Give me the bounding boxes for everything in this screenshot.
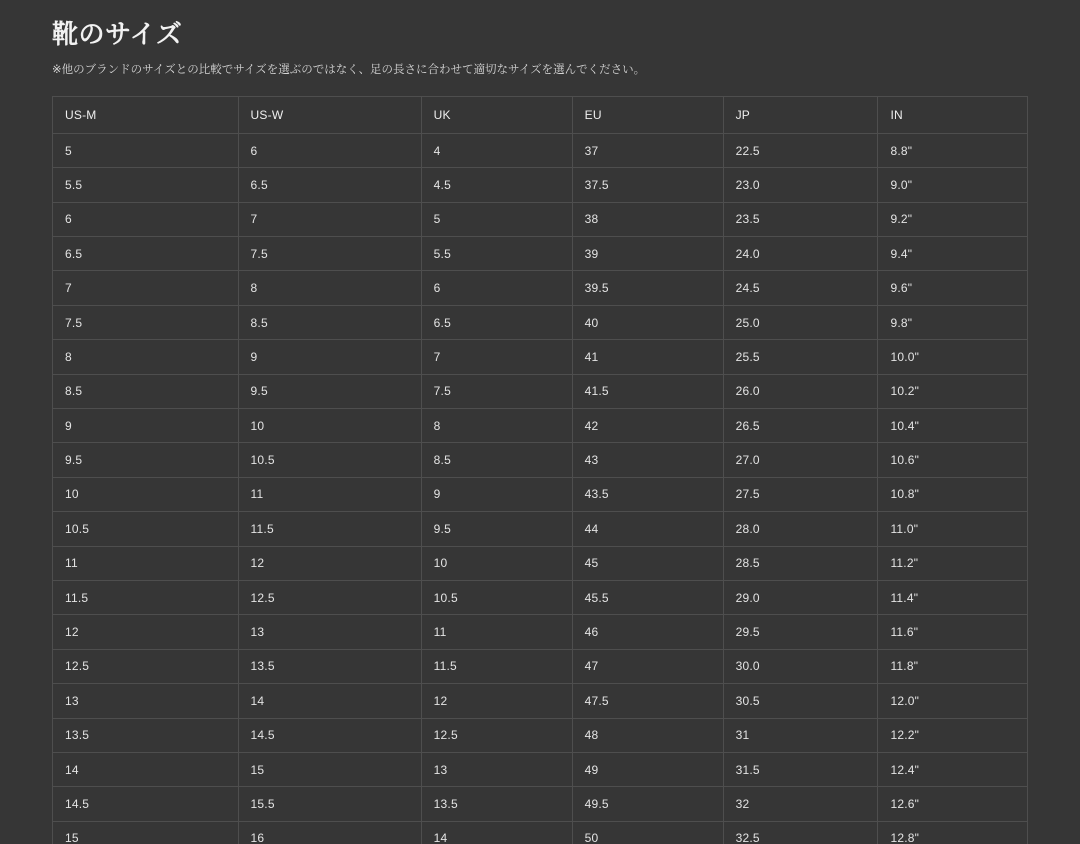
- table-row: [53, 168, 1027, 202]
- table-cell: 40: [572, 305, 723, 339]
- table-cell: 11.5: [53, 580, 238, 614]
- table-cell: 29.0: [723, 580, 878, 614]
- table-cell: 30.5: [723, 684, 878, 718]
- table-cell: 12: [238, 546, 421, 580]
- table-cell: 7: [238, 202, 421, 236]
- table-cell: 9.8": [878, 305, 1027, 339]
- table-cell: 15: [53, 821, 238, 844]
- table-cell: 38: [572, 202, 723, 236]
- table-cell: 9.5: [53, 443, 238, 477]
- table-cell: 11: [53, 546, 238, 580]
- table-cell: 37.5: [572, 168, 723, 202]
- table-cell: 43.5: [572, 477, 723, 511]
- column-header: IN: [878, 97, 1027, 134]
- table-row: [53, 271, 1027, 305]
- table-row: [53, 409, 1027, 443]
- table-cell: 5: [421, 202, 572, 236]
- table-cell: 11.5: [421, 649, 572, 683]
- table-cell: 9: [421, 477, 572, 511]
- table-row: [53, 684, 1027, 718]
- table-cell: 46: [572, 615, 723, 649]
- table-row: [53, 237, 1027, 271]
- table-cell: 5.5: [421, 237, 572, 271]
- table-cell: 11.8": [878, 649, 1027, 683]
- table-cell: 32: [723, 787, 878, 821]
- table-cell: 37: [572, 133, 723, 167]
- table-cell: 26.5: [723, 409, 878, 443]
- table-cell: 11.0": [878, 512, 1027, 546]
- table-cell: 28.5: [723, 546, 878, 580]
- table-cell: 11: [238, 477, 421, 511]
- size-table-container: [52, 96, 1028, 844]
- column-header: UK: [421, 97, 572, 134]
- table-cell: 8: [53, 340, 238, 374]
- table-header: [53, 97, 1027, 134]
- table-cell: 8.5: [53, 374, 238, 408]
- table-cell: 28.0: [723, 512, 878, 546]
- table-cell: 12.4": [878, 752, 1027, 786]
- table-cell: 27.5: [723, 477, 878, 511]
- table-row: [53, 202, 1027, 236]
- table-row: [53, 374, 1027, 408]
- table-cell: 12.6": [878, 787, 1027, 821]
- column-header: US-M: [53, 97, 238, 134]
- table-cell: 42: [572, 409, 723, 443]
- table-cell: 45: [572, 546, 723, 580]
- table-row: [53, 133, 1027, 167]
- table-cell: 5.5: [53, 168, 238, 202]
- table-cell: 6: [421, 271, 572, 305]
- table-cell: 8.5: [421, 443, 572, 477]
- table-cell: 11: [421, 615, 572, 649]
- page-note: ※他のブランドのサイズとの比較でサイズを選ぶのではなく、足の長さに合わせて適切なサイズを選んでください。: [52, 63, 646, 76]
- table-cell: 9: [53, 409, 238, 443]
- table-row: [53, 546, 1027, 580]
- table-cell: 9.5: [238, 374, 421, 408]
- table-row: [53, 305, 1027, 339]
- table-cell: 32.5: [723, 821, 878, 844]
- table-cell: 8: [421, 409, 572, 443]
- table-cell: 14: [421, 821, 572, 844]
- table-cell: 10.6": [878, 443, 1027, 477]
- table-row: [53, 477, 1027, 511]
- table-cell: 24.0: [723, 237, 878, 271]
- table-cell: 9: [238, 340, 421, 374]
- table-cell: 13.5: [238, 649, 421, 683]
- table-cell: 10: [238, 409, 421, 443]
- table-cell: 8: [238, 271, 421, 305]
- table-cell: 41.5: [572, 374, 723, 408]
- table-cell: 7.5: [238, 237, 421, 271]
- table-cell: 10: [421, 546, 572, 580]
- table-cell: 10.4": [878, 409, 1027, 443]
- table-row: [53, 821, 1027, 844]
- table-cell: 11.4": [878, 580, 1027, 614]
- table-cell: 39.5: [572, 271, 723, 305]
- table-cell: 9.6": [878, 271, 1027, 305]
- table-cell: 13: [421, 752, 572, 786]
- table-cell: 7.5: [421, 374, 572, 408]
- table-cell: 10.8": [878, 477, 1027, 511]
- table-cell: 8.8": [878, 133, 1027, 167]
- table-cell: 11.6": [878, 615, 1027, 649]
- table-cell: 41: [572, 340, 723, 374]
- table-cell: 11.2": [878, 546, 1027, 580]
- table-cell: 13: [53, 684, 238, 718]
- table-cell: 14: [238, 684, 421, 718]
- table-cell: 48: [572, 718, 723, 752]
- table-row: [53, 615, 1027, 649]
- table-cell: 8.5: [238, 305, 421, 339]
- table-cell: 25.0: [723, 305, 878, 339]
- table-row: [53, 580, 1027, 614]
- table-cell: 22.5: [723, 133, 878, 167]
- table-cell: 50: [572, 821, 723, 844]
- table-cell: 49: [572, 752, 723, 786]
- table-cell: 49.5: [572, 787, 723, 821]
- table-body: [53, 133, 1027, 844]
- table-cell: 7: [421, 340, 572, 374]
- table-cell: 10.5: [421, 580, 572, 614]
- table-cell: 12: [53, 615, 238, 649]
- table-cell: 6: [53, 202, 238, 236]
- table-cell: 14.5: [238, 718, 421, 752]
- table-cell: 10.5: [53, 512, 238, 546]
- table-cell: 7: [53, 271, 238, 305]
- table-cell: 23.5: [723, 202, 878, 236]
- table-cell: 12.0": [878, 684, 1027, 718]
- table-cell: 6: [238, 133, 421, 167]
- table-cell: 24.5: [723, 271, 878, 305]
- table-cell: 44: [572, 512, 723, 546]
- table-cell: 13.5: [421, 787, 572, 821]
- table-cell: 10: [53, 477, 238, 511]
- table-cell: 5: [53, 133, 238, 167]
- column-header: EU: [572, 97, 723, 134]
- page-title: 靴のサイズ: [52, 19, 183, 49]
- table-row: [53, 787, 1027, 821]
- table-cell: 16: [238, 821, 421, 844]
- table-cell: 31: [723, 718, 878, 752]
- table-cell: 43: [572, 443, 723, 477]
- column-header: JP: [723, 97, 878, 134]
- table-cell: 10.5: [238, 443, 421, 477]
- table-cell: 26.0: [723, 374, 878, 408]
- table-cell: 9.4": [878, 237, 1027, 271]
- table-cell: 12: [421, 684, 572, 718]
- table-row: [53, 649, 1027, 683]
- table-cell: 12.5: [421, 718, 572, 752]
- table-cell: 4: [421, 133, 572, 167]
- table-cell: 27.0: [723, 443, 878, 477]
- table-cell: 6.5: [421, 305, 572, 339]
- table-cell: 9.5: [421, 512, 572, 546]
- shoe-size-table: [53, 97, 1027, 844]
- table-row: [53, 512, 1027, 546]
- table-row: [53, 340, 1027, 374]
- table-cell: 10.0": [878, 340, 1027, 374]
- table-cell: 23.0: [723, 168, 878, 202]
- table-cell: 7.5: [53, 305, 238, 339]
- table-cell: 6.5: [238, 168, 421, 202]
- table-header-row: [53, 97, 1027, 134]
- table-cell: 12.5: [238, 580, 421, 614]
- table-cell: 9.2": [878, 202, 1027, 236]
- column-header: US-W: [238, 97, 421, 134]
- table-cell: 15: [238, 752, 421, 786]
- table-cell: 14.5: [53, 787, 238, 821]
- table-cell: 15.5: [238, 787, 421, 821]
- table-cell: 30.0: [723, 649, 878, 683]
- table-cell: 25.5: [723, 340, 878, 374]
- table-cell: 12.5: [53, 649, 238, 683]
- table-row: [53, 718, 1027, 752]
- table-cell: 13: [238, 615, 421, 649]
- table-cell: 47: [572, 649, 723, 683]
- table-cell: 14: [53, 752, 238, 786]
- table-cell: 11.5: [238, 512, 421, 546]
- table-cell: 10.2": [878, 374, 1027, 408]
- table-row: [53, 443, 1027, 477]
- table-cell: 12.2": [878, 718, 1027, 752]
- table-cell: 31.5: [723, 752, 878, 786]
- table-cell: 39: [572, 237, 723, 271]
- table-cell: 29.5: [723, 615, 878, 649]
- table-cell: 4.5: [421, 168, 572, 202]
- table-cell: 45.5: [572, 580, 723, 614]
- table-cell: 6.5: [53, 237, 238, 271]
- table-row: [53, 752, 1027, 786]
- table-cell: 13.5: [53, 718, 238, 752]
- table-cell: 12.8": [878, 821, 1027, 844]
- table-cell: 47.5: [572, 684, 723, 718]
- table-cell: 9.0": [878, 168, 1027, 202]
